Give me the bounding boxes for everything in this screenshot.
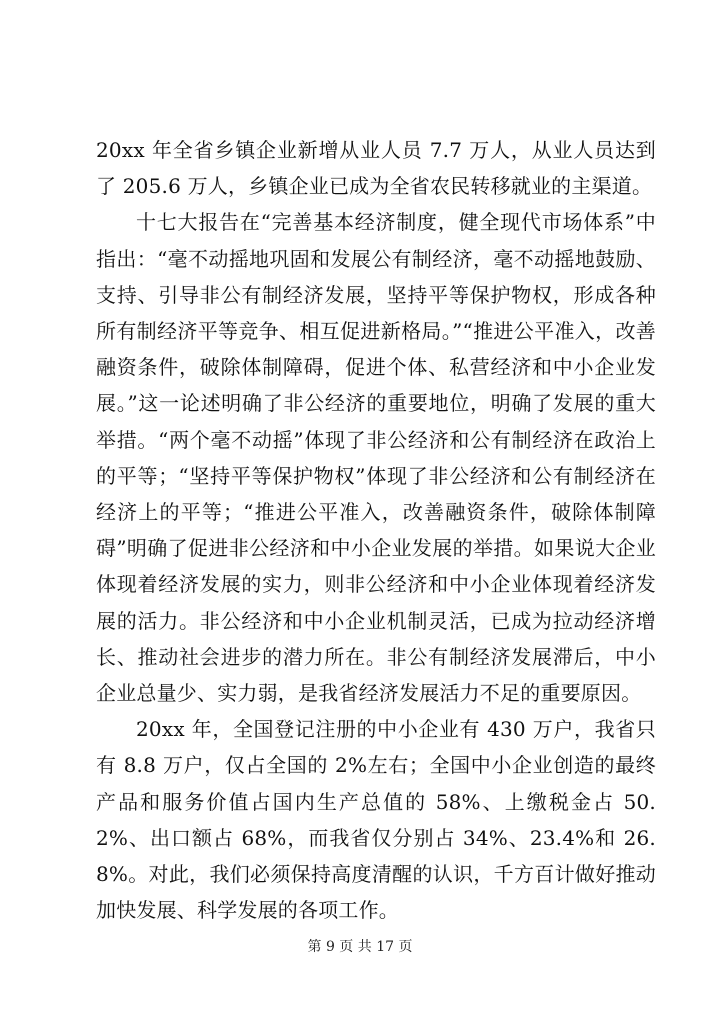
page-number-footer: 第 9 页 共 17 页 <box>307 939 413 955</box>
paragraph-3: 20xx 年，全国登记注册的中小企业有 430 万户，我省只有 8.8 万户，仅占全国的 2%左右；全国中小企业创造的最终产品和服务价值占国内生产总值的 58%、上缴税金占 50.2%、出口额占 68%，而我省仅分别占 34%、23.4%和 26.8%。对此，我们必须保持高度清醒的认识，千方百计做好推动加快发展、科学发展的各项工作。 <box>96 717 656 923</box>
paragraph-1: 20xx 年全省乡镇企业新增从业人员 7.7 万人，从业人员达到了 205.6 万人，乡镇企业已成为全省农民转移就业的主渠道。 <box>96 138 656 199</box>
paragraph-2: 十七大报告在“完善基本经济制度，健全现代市场体系”中指出：“毫不动摇地巩固和发展公有制经济，毫不动摇地鼓励、支持、引导非公有制经济发展，坚持平等保护物权，形成各种所有制经济平等竞争、相互促进新格局。”“推进公平准入，改善融资条件，破除体制障碍，促进个体、私营经济和中小企业发展。”这一论述明确了非公经济的重要地位，明确了发展的重大举措。“两个毫不动摇”体现了非公经济和公有制经济在政治上的平等；“坚持平等保护物权”体现了非公经济和公有制经济在经济上的平等；“推进公平准入，改善融资条件，破除体制障碍”明确了促进非公经济和中小企业发展的举措。如果说大企业体现着经济发展的实力，则非公经济和中小企业体现着经济发展的活力。非公经济和中小企业机制灵活，已成为拉动经济增长、推动社会进步的潜力所在。非公有制经济发展滞后，中小企业总量少、实力弱，是我省经济发展活力不足的重要原因。 <box>96 210 656 706</box>
body-text <box>96 132 656 928</box>
